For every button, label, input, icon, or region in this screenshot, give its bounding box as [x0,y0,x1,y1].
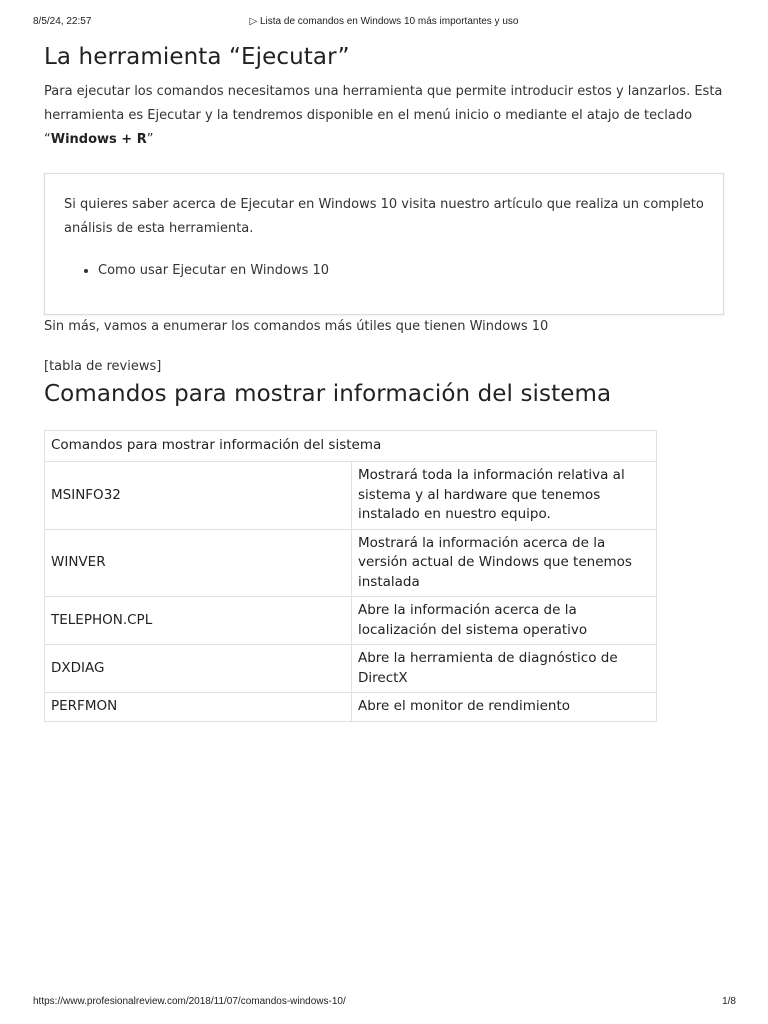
table-row [45,462,657,530]
print-footer [0,996,768,1010]
shortcut-text: Windows + R [50,132,147,147]
callout-link-list [64,261,704,281]
table-row [45,597,657,645]
page-number: 1/8 [722,996,736,1007]
after-callout-paragraph: Sin más, vamos a enumerar los comandos más útiles que tienen Windows 10 [44,319,549,334]
page-url: https://www.profesionalreview.com/2018/11/07/comandos-windows-10/ [33,996,346,1007]
info-callout-box [44,173,724,315]
description-cell: Abre el monitor de rendimiento [352,693,657,722]
callout-link[interactable]: Como usar Ejecutar en Windows 10 [98,263,330,278]
callout-text: Si quieres saber acerca de Ejecutar en Windows 10 visita nuestro artículo que realiza un completo análisis de esta herramienta. [64,197,704,236]
table-row [45,529,657,597]
command-cell: MSINFO32 [45,462,352,530]
table-header-cell: Comandos para mostrar información del sistema [45,431,657,462]
commands-table [44,430,657,722]
intro-close-quote: ” [146,132,154,147]
command-cell: TELEPHON.CPL [45,597,352,645]
description-cell: Mostrará la información acerca de la versión actual de Windows que tenemos instalada [352,529,657,597]
intro-paragraph [44,80,726,152]
callout-link-item[interactable] [98,261,704,281]
description-cell: Mostrará toda la información relativa al sistema y al hardware que tenemos instalado en nuestro equipo. [352,462,657,530]
section-heading-ejecutar: La herramienta “Ejecutar” [44,44,350,70]
command-cell: WINVER [45,529,352,597]
table-header-row [45,431,657,462]
section-heading-system-info: Comandos para mostrar información del sistema [44,381,612,407]
reviews-placeholder: [tabla de reviews] [44,359,162,374]
table-row [45,645,657,693]
description-cell: Abre la información acerca de la localización del sistema operativo [352,597,657,645]
print-page-title: ▷ Lista de comandos en Windows 10 más importantes y uso [249,16,519,27]
article-content [44,40,726,722]
print-header [0,16,768,30]
command-cell: PERFMON [45,693,352,722]
intro-text: Para ejecutar los comandos necesitamos una herramienta que permite introducir estos y lanzarlos. Esta herramienta es Ejecutar y la tendremos disponible en el menú inicio o mediante el atajo de teclado “ [44,84,723,147]
command-cell: DXDIAG [45,645,352,693]
description-cell: Abre la herramienta de diagnóstico de DirectX [352,645,657,693]
print-date: 8/5/24, 22:57 [33,16,92,27]
table-row [45,693,657,722]
